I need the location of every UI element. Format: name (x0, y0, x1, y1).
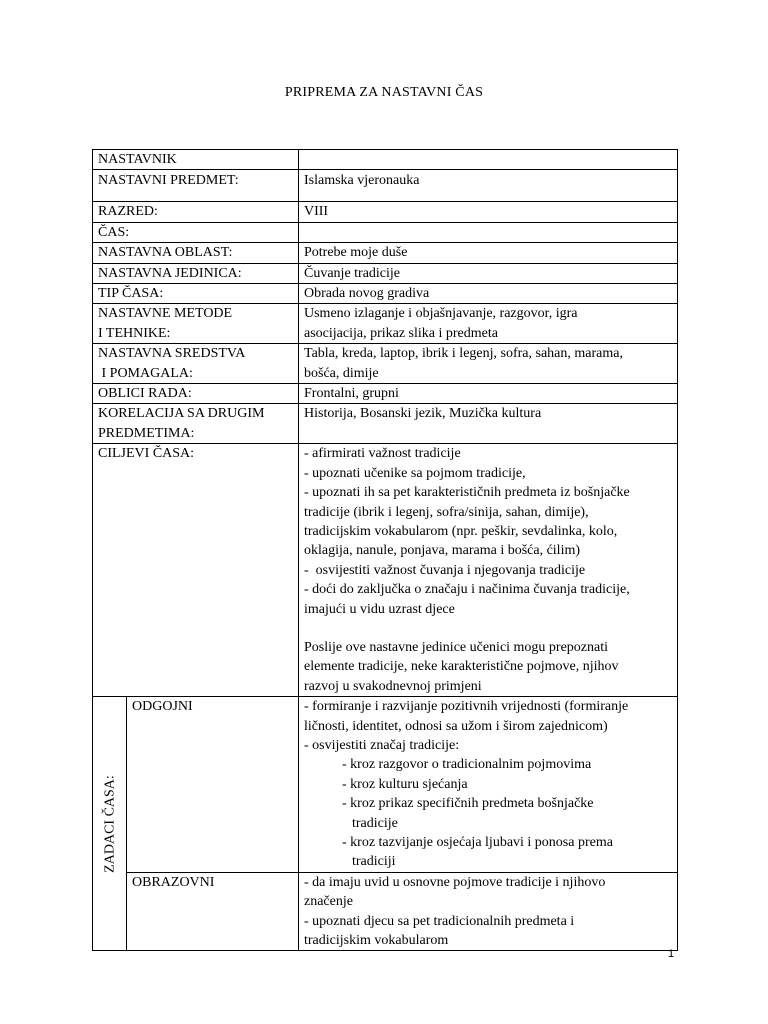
goal-line: - upoznati ih sa pet karakterističnih predmeta iz bošnjačke (304, 485, 630, 501)
row-label: CILJEVI ČASA: (98, 446, 195, 462)
value-cell (299, 697, 678, 873)
value-cell (299, 284, 678, 304)
odgojni-label: ODGOJNI (132, 699, 193, 715)
task-line: - da imaju uvid u osnovne pojmove tradicije i njihovo (304, 874, 606, 890)
document-title: PRIPREMA ZA NASTAVNI ČAS (284, 85, 484, 100)
row-label-line: PREDMETIMA: (98, 425, 195, 441)
row-value-line: Tabla, kreda, laptop, ibrik i legenj, sofra, sahan, marama, (304, 346, 623, 362)
row-value: Islamska vjeronauka (304, 173, 420, 189)
row-label: OBLICI RADA: (98, 386, 192, 402)
task-line: značenje (304, 894, 353, 910)
page-number: 1 (668, 948, 675, 960)
row-value-line: bošća, dimije (304, 365, 379, 381)
paragraph-gap (304, 619, 672, 638)
outcome-line: razvoj u svakodnevnoj primjeni (304, 678, 482, 694)
row-value-line: asocijacija, prikaz slika i predmeta (304, 325, 498, 341)
sub-label-cell (127, 697, 299, 873)
outcome-line: elemente tradicije, neke karakteristične pojmove, njihov (304, 659, 619, 675)
row-ciljevi-casa (93, 444, 678, 697)
row-value-line: Historija, Bosanski jezik, Muzička kultura (304, 406, 542, 422)
label-cell (93, 304, 299, 344)
task-sub-line: - kroz tazvijanje osjećaja ljubavi i ponosa prema (342, 835, 613, 850)
goal-line: tradicije (ibrik i legenj, sofra/sinija, sahan, dimije), (304, 504, 589, 520)
row-oblici-rada (93, 384, 678, 404)
task-line: - formiranje i razvijanje pozitivnih vrijednosti (formiranje (304, 699, 629, 715)
row-tip-casa (93, 284, 678, 304)
row-label: NASTAVNA JEDINICA: (98, 265, 242, 281)
outcome-line: Poslije ove nastavne jedinice učenici mogu prepoznati (304, 639, 609, 655)
label-cell (93, 344, 299, 384)
row-nastavnik (93, 150, 678, 170)
row-value: Obrada novog gradiva (304, 286, 430, 302)
sub-label-cell (127, 872, 299, 951)
value-cell (299, 872, 678, 951)
row-value: Potrebe moje duše (304, 245, 408, 261)
lesson-plan-table (92, 149, 678, 951)
value-cell (299, 404, 678, 444)
label-cell (93, 263, 299, 283)
label-cell (93, 170, 299, 202)
value-cell (299, 243, 678, 263)
goal-line: - osvijestiti važnost čuvanja i njegovanja tradicije (304, 562, 586, 578)
label-cell (93, 243, 299, 263)
value-cell (299, 384, 678, 404)
goal-line: tradicijskim vokabularom (npr. peškir, sevdalinka, kolo, (304, 523, 618, 539)
row-obrazovni (93, 872, 678, 951)
task-line: tradicijskim vokabularom (304, 933, 449, 949)
zadaci-casa-label: ZADACI ČASA: (101, 774, 117, 873)
row-label: NASTAVNA OBLAST: (98, 245, 233, 261)
task-sub-line: - kroz razgovor o tradicionalnim pojmovima (342, 757, 592, 773)
task-sub-line: - kroz prikaz specifičnih predmeta bošnjačke (342, 796, 594, 812)
row-value: Čuvanje tradicije (304, 265, 401, 281)
row-value-line: Usmeno izlaganje i objašnjavanje, razgovor, igra (304, 306, 578, 322)
value-cell (299, 263, 678, 283)
row-razred (93, 202, 678, 222)
label-cell (93, 150, 299, 170)
label-cell (93, 404, 299, 444)
row-nastavni-predmet (93, 170, 678, 202)
row-nastavne-metode (93, 304, 678, 344)
row-nastavna-jedinica (93, 263, 678, 283)
row-label: RAZRED: (98, 204, 158, 220)
task-line: - osvijestiti značaj tradicije: (304, 737, 460, 753)
task-sub-line: tradicije (352, 815, 398, 831)
row-label-line: KORELACIJA SA DRUGIM (98, 406, 265, 422)
label-cell (93, 444, 299, 697)
value-cell (299, 222, 678, 242)
row-nastavna-oblast (93, 243, 678, 263)
value-cell (299, 170, 678, 202)
row-value: VIII (304, 204, 329, 220)
label-cell (93, 222, 299, 242)
row-label-line: NASTAVNE METODE (98, 306, 233, 322)
goal-line: - upoznati učenike sa pojmom tradicije, (304, 465, 526, 481)
goal-line: oklagija, nanule, ponjava, marama i bošća, ćilim) (304, 543, 581, 559)
row-label: ČAS: (98, 224, 130, 240)
row-cas (93, 222, 678, 242)
label-cell (93, 202, 299, 222)
task-line: ličnosti, identitet, odnosi sa užom i širom zajednicom) (304, 718, 608, 734)
zadaci-label-cell (93, 697, 127, 951)
obrazovni-label: OBRAZOVNI (132, 874, 215, 890)
row-odgojni (93, 697, 678, 873)
label-cell (93, 384, 299, 404)
task-sub-line: tradiciji (352, 854, 396, 870)
goal-line: - doći do zaključka o značaju i načinima čuvanja tradicije, (304, 582, 630, 598)
row-korelacija (93, 404, 678, 444)
task-line: - upoznati djecu sa pet tradicionalnih predmeta i (304, 913, 575, 929)
value-cell (299, 202, 678, 222)
row-value: Frontalni, grupni (304, 386, 399, 402)
row-nastavna-sredstva (93, 344, 678, 384)
row-label-line: NASTAVNA SREDSTVA (98, 346, 246, 362)
goal-line: - afirmirati važnost tradicije (304, 446, 461, 462)
value-cell (299, 444, 678, 697)
task-sub-line: - kroz kulturu sjećanja (342, 776, 468, 792)
value-cell (299, 150, 678, 170)
value-cell (299, 304, 678, 344)
goal-line: imajući u vidu uzrast djece (304, 601, 455, 617)
label-cell (93, 284, 299, 304)
row-label-line: I POMAGALA: (98, 365, 193, 381)
row-label: TIP ČASA: (98, 286, 164, 302)
row-label-line: I TEHNIKE: (98, 325, 171, 341)
row-label: NASTAVNIK (98, 152, 177, 167)
row-label: NASTAVNI PREDMET: (98, 173, 239, 189)
value-cell (299, 344, 678, 384)
